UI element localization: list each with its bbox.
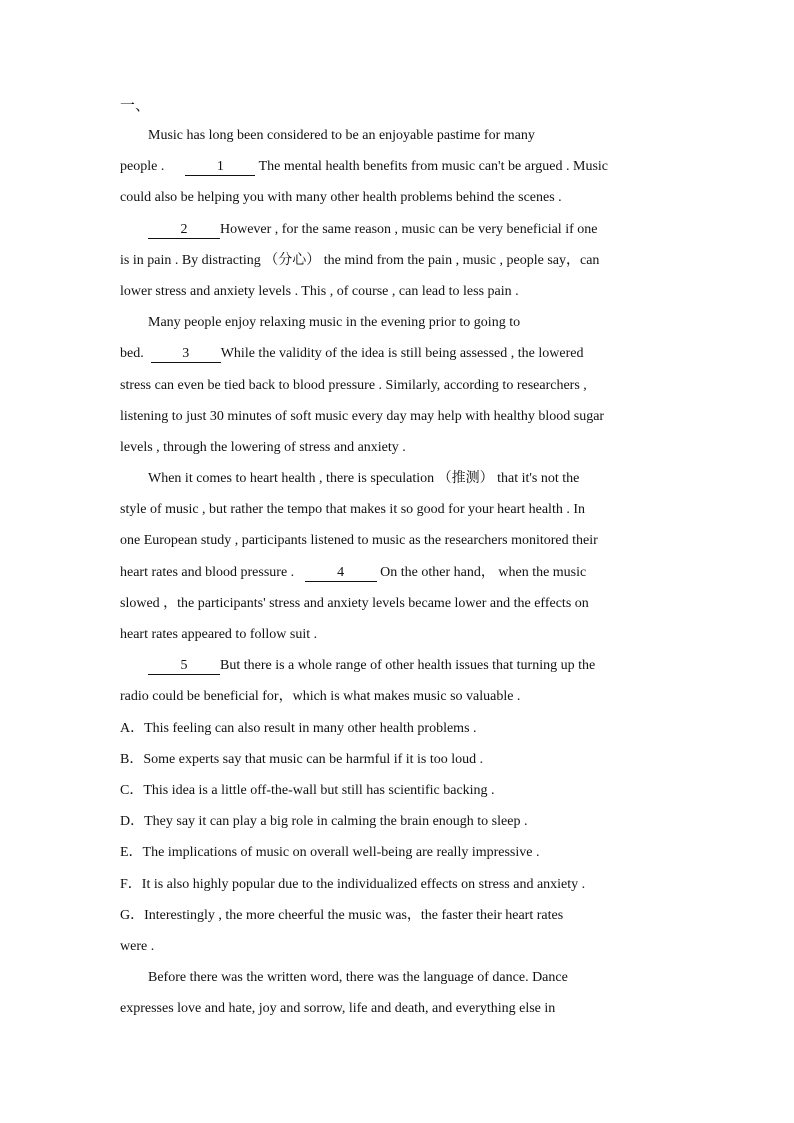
paragraph-5-line-1-post: But there is a whole range of other health issues that turning up the <box>220 658 596 674</box>
document-body <box>120 92 680 1024</box>
paragraph-3-line-2-post: While the validity of the idea is still being assessed , the lowered <box>220 346 584 362</box>
paragraph-1-line-2-post: The mental health benefits from music can't be argued . Music <box>255 159 609 175</box>
paragraph-4-line-6: heart rates appeared to follow suit . <box>120 627 318 642</box>
option-c: C．This idea is a little off-the-wall but still has scientific backing . <box>120 782 495 798</box>
option-a: A．This feeling can also result in many other health problems . <box>120 720 477 736</box>
paragraph-2-line-1-post: However , for the same reason , music can be very beneficial if one <box>220 221 598 237</box>
paragraph-1-line-3: could also be helping you with many other health problems behind the scenes . <box>120 190 562 206</box>
blank-4: 4 <box>305 565 377 582</box>
paragraph-6-line-1: Before there was the written word, there was the language of dance. Dance <box>148 970 568 986</box>
paragraph-3-line-5: levels , through the lowering of stress and anxiety . <box>120 439 406 455</box>
section-marker: 一、 <box>120 98 151 114</box>
paragraph-4-line-1: When it comes to heart health , there is speculation （推测） that it's not the <box>148 471 580 487</box>
paragraph-5-line-2: radio could be beneficial for，which is what makes music so valuable . <box>120 689 521 705</box>
paragraph-3-line-2 <box>120 338 680 369</box>
paragraph-3-line-2-pre: bed. <box>120 346 144 362</box>
blank-2: 2 <box>148 222 220 239</box>
paragraph-3-line-4: listening to just 30 minutes of soft music every day may help with healthy blood sugar <box>120 408 605 424</box>
option-e: E．The implications of music on overall well-being are really impressive . <box>120 845 540 861</box>
option-g: G．Interestingly , the more cheerful the music was，the faster their heart rates <box>120 907 564 923</box>
paragraph-5-line-1 <box>120 650 680 681</box>
paragraph-1-line-1: Music has long been considered to be an enjoyable pastime for many <box>148 128 535 143</box>
paragraph-4-line-4 <box>120 557 680 588</box>
paragraph-4-line-5: slowed ，the participants' stress and anxiety levels became lower and the effects on <box>120 595 589 611</box>
paragraph-6-line-2: expresses love and hate, joy and sorrow, life and death, and everything else in <box>120 1001 556 1017</box>
option-b: B．Some experts say that music can be harmful if it is too loud . <box>120 751 484 767</box>
paragraph-4-line-4-pre: heart rates and blood pressure . <box>120 564 295 580</box>
paragraph-1-line-2-pre: people . <box>120 159 165 175</box>
paragraph-2-line-2: is in pain . By distracting （分心） the mind from the pain , music , people say，can <box>120 252 600 268</box>
paragraph-4-line-4-post: On the other hand， when the music <box>376 564 587 580</box>
paragraph-2-line-1 <box>120 214 680 245</box>
option-d: D．They say it can play a big role in calming the brain enough to sleep . <box>120 814 528 830</box>
option-g-continued: were . <box>120 938 155 954</box>
blank-1: 1 <box>185 159 255 176</box>
paragraph-4-line-3: one European study , participants listened to music as the researchers monitored their <box>120 533 598 549</box>
option-f: F．It is also highly popular due to the individualized effects on stress and anxiety . <box>120 876 586 892</box>
blank-3: 3 <box>151 346 221 363</box>
paragraph-2-line-3: lower stress and anxiety levels . This , of course , can lead to less pain . <box>120 283 519 299</box>
blank-5: 5 <box>148 658 220 675</box>
paragraph-3-line-3: stress can even be tied back to blood pressure . Similarly, according to researchers , <box>120 377 587 393</box>
paragraph-4-line-2: style of music , but rather the tempo that makes it so good for your heart health . In <box>120 502 585 518</box>
paragraph-1-line-2 <box>120 151 680 182</box>
paragraph-3-line-1: Many people enjoy relaxing music in the evening prior to going to <box>148 315 521 331</box>
